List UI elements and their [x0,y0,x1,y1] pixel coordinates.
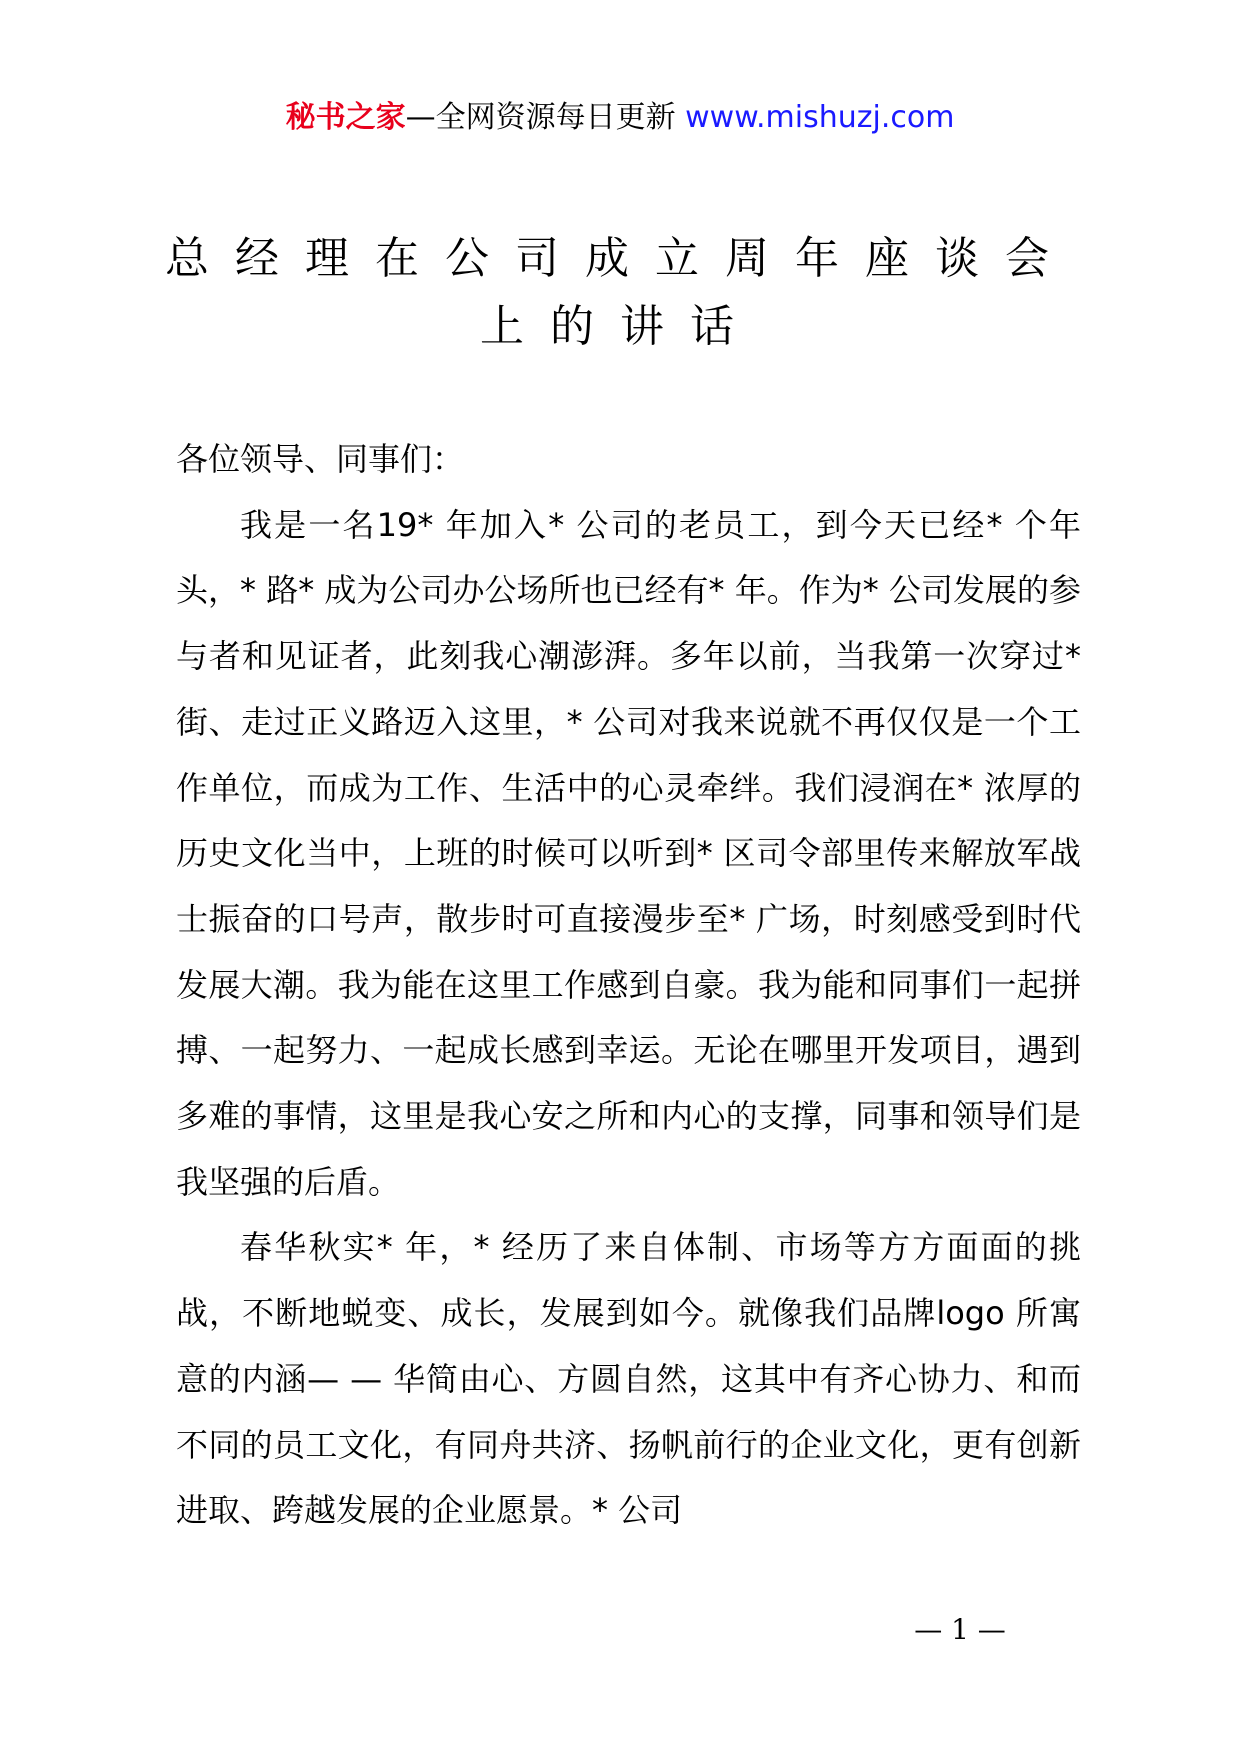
brand-name: 秘书之家 [285,100,406,135]
header-url-link[interactable]: www.mishuzj.com [685,100,955,135]
site-header [0,98,1240,138]
header-tagline: —全网资源每日更新 [405,100,676,135]
paragraph-2: 春华秋实* 年，* 经历了来自体制、市场等方方面面的挑战，不断地蜕变、成长，发展到如今。就像我们品牌logo 所寓意的内涵— — 华简由心、方圆自然，这其中有齐心协力、和而不同的员工文化，有同舟共济、扬帆前行的企业文化，更有创新进取、跨越发展的企业愿景。* 公司 [176,1228,1081,1530]
title-line-2: 上的讲话 [480,301,760,352]
title-line-1: 总经理在公司成立周年座谈会 [165,233,1075,284]
document-title [150,225,1090,361]
page-number: — 1 — [914,1613,1006,1646]
document-body [176,427,1081,1544]
paragraph-1: 我是一名19* 年加入* 公司的老员工，到今天已经* 个年头，* 路* 成为公司办公场所也已经有* 年。作为* 公司发展的参与者和见证者，此刻我心潮澎湃。多年以前，当我第一次穿过* 街、走过正义路迈入这里，* 公司对我来说就不再仅仅是一个工作单位，而成为工作、生活中的心灵牵绊。我们浸润在* 浓厚的历史文化当中，上班的时候可以听到* 区司令部里传来解放军战士振奋的口号声，散步时可直接漫步至* 广场，时刻感受到时代发展大潮。我为能在这里工作感到自豪。我为能和同事们一起拼搏、一起努力、一起成长感到幸运。无论在哪里开发项目，遇到多难的事情，这里是我心安之所和内心的支撑，同事和领导们是我坚强的后盾。 [176,505,1081,1201]
salutation: 各位领导、同事们： [176,440,465,478]
